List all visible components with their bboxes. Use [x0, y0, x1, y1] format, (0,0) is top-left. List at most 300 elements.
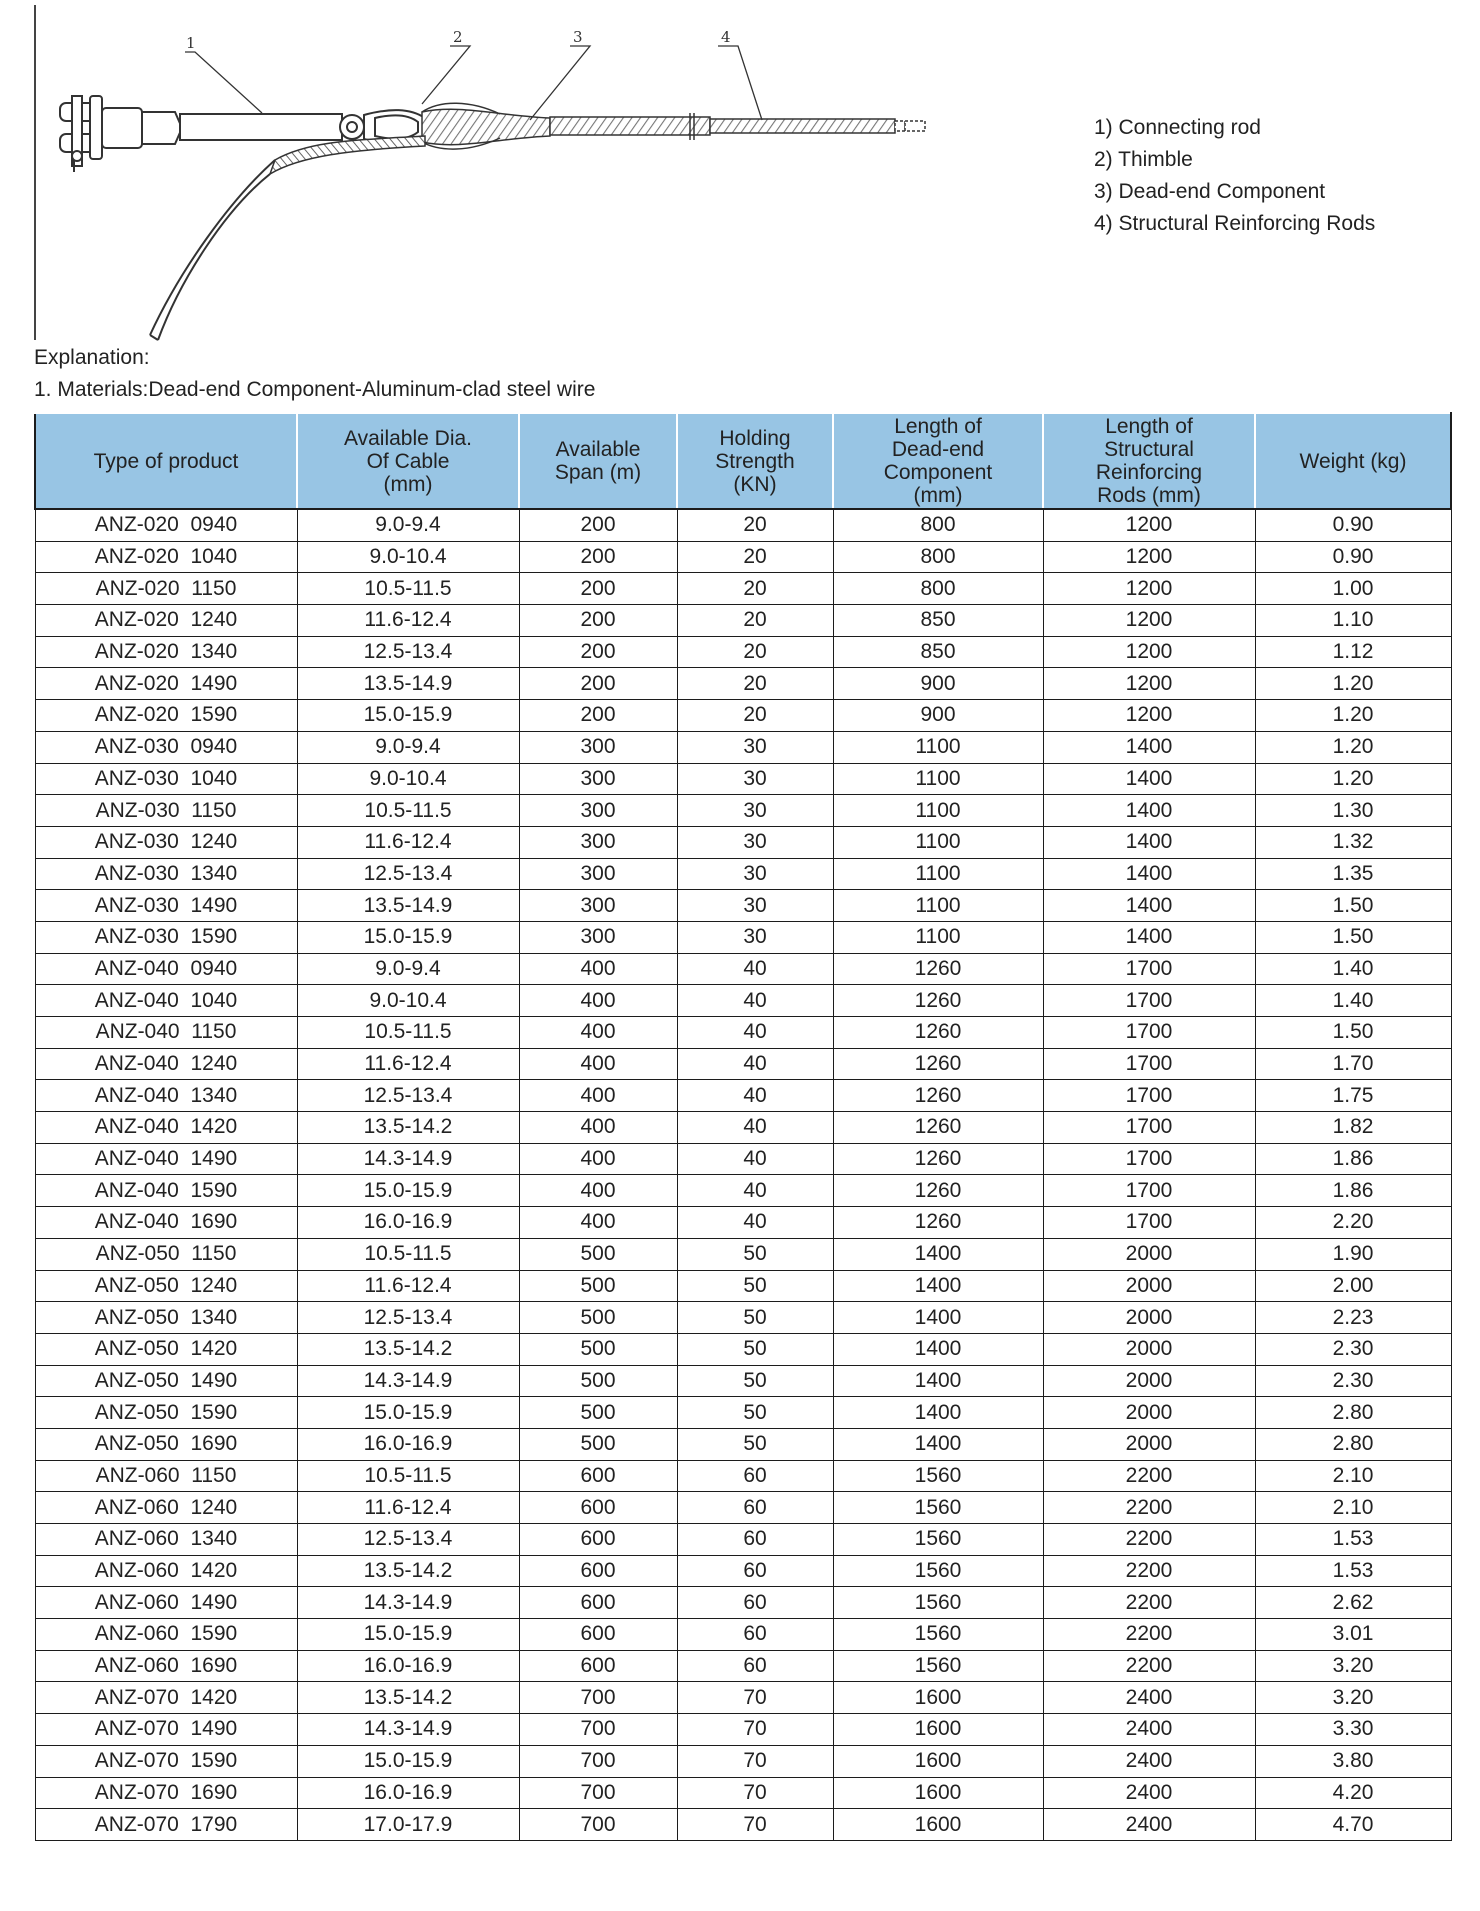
table-row [35, 509, 1451, 541]
cell-product-type: ANZ-050 1490 [35, 1365, 297, 1397]
cell-span: 300 [519, 890, 677, 922]
cell-rod-length: 2000 [1043, 1428, 1255, 1460]
cell-cable-diameter: 15.0-15.9 [297, 1619, 519, 1651]
cell-rod-length: 1700 [1043, 1080, 1255, 1112]
cell-rod-length: 2000 [1043, 1333, 1255, 1365]
cell-dead-end-length: 1400 [833, 1238, 1043, 1270]
header-weight: Weight (kg) [1255, 413, 1451, 509]
cell-rod-length: 1400 [1043, 795, 1255, 827]
cell-span: 200 [519, 509, 677, 541]
cell-cable-diameter: 14.3-14.9 [297, 1714, 519, 1746]
cell-holding-strength: 50 [677, 1365, 833, 1397]
cell-holding-strength: 20 [677, 541, 833, 573]
cell-span: 300 [519, 731, 677, 763]
cell-holding-strength: 50 [677, 1270, 833, 1302]
cell-holding-strength: 60 [677, 1650, 833, 1682]
table-row [35, 1080, 1451, 1112]
cell-holding-strength: 30 [677, 890, 833, 922]
cell-rod-length: 1200 [1043, 605, 1255, 637]
table-row [35, 1175, 1451, 1207]
cell-weight: 1.75 [1255, 1080, 1451, 1112]
cell-rod-length: 1700 [1043, 1207, 1255, 1239]
cell-weight: 1.82 [1255, 1112, 1451, 1144]
cell-dead-end-length: 1560 [833, 1650, 1043, 1682]
table-row [35, 1207, 1451, 1239]
cell-cable-diameter: 12.5-13.4 [297, 858, 519, 890]
cell-weight: 1.86 [1255, 1143, 1451, 1175]
cell-dead-end-length: 1260 [833, 1112, 1043, 1144]
cell-holding-strength: 60 [677, 1460, 833, 1492]
header-cable-diameter: Available Dia. Of Cable (mm) [297, 413, 519, 509]
cell-rod-length: 1700 [1043, 1048, 1255, 1080]
cell-cable-diameter: 10.5-11.5 [297, 1017, 519, 1049]
cell-rod-length: 2000 [1043, 1270, 1255, 1302]
cell-cable-diameter: 9.0-9.4 [297, 509, 519, 541]
cell-product-type: ANZ-040 1690 [35, 1207, 297, 1239]
cell-span: 700 [519, 1682, 677, 1714]
cell-cable-diameter: 16.0-16.9 [297, 1650, 519, 1682]
table-row [35, 1555, 1451, 1587]
cell-product-type: ANZ-050 1590 [35, 1397, 297, 1429]
table-row [35, 700, 1451, 732]
cell-holding-strength: 60 [677, 1492, 833, 1524]
table-row [35, 1143, 1451, 1175]
table-row [35, 1619, 1451, 1651]
cell-holding-strength: 70 [677, 1714, 833, 1746]
cell-span: 400 [519, 1112, 677, 1144]
cell-dead-end-length: 1100 [833, 763, 1043, 795]
table-row [35, 1714, 1451, 1746]
cell-span: 200 [519, 605, 677, 637]
cell-cable-diameter: 15.0-15.9 [297, 921, 519, 953]
cell-cable-diameter: 11.6-12.4 [297, 826, 519, 858]
cell-span: 500 [519, 1428, 677, 1460]
cell-product-type: ANZ-030 1590 [35, 921, 297, 953]
cell-cable-diameter: 17.0-17.9 [297, 1809, 519, 1841]
cell-holding-strength: 20 [677, 668, 833, 700]
cell-weight: 4.70 [1255, 1809, 1451, 1841]
cell-rod-length: 2200 [1043, 1460, 1255, 1492]
cell-cable-diameter: 9.0-10.4 [297, 763, 519, 795]
cell-product-type: ANZ-050 1690 [35, 1428, 297, 1460]
cell-span: 600 [519, 1460, 677, 1492]
cell-dead-end-length: 1600 [833, 1745, 1043, 1777]
cell-product-type: ANZ-060 1490 [35, 1587, 297, 1619]
cell-weight: 1.35 [1255, 858, 1451, 890]
cell-product-type: ANZ-040 1240 [35, 1048, 297, 1080]
cell-cable-diameter: 16.0-16.9 [297, 1207, 519, 1239]
cell-weight: 1.50 [1255, 921, 1451, 953]
cell-weight: 0.90 [1255, 509, 1451, 541]
cell-dead-end-length: 1560 [833, 1492, 1043, 1524]
cell-holding-strength: 30 [677, 921, 833, 953]
cell-product-type: ANZ-070 1590 [35, 1745, 297, 1777]
table-row [35, 1333, 1451, 1365]
cell-product-type: ANZ-020 1490 [35, 668, 297, 700]
cell-span: 700 [519, 1809, 677, 1841]
cell-product-type: ANZ-040 1340 [35, 1080, 297, 1112]
cell-weight: 3.20 [1255, 1650, 1451, 1682]
cell-cable-diameter: 12.5-13.4 [297, 636, 519, 668]
explanation-title: Explanation: [34, 346, 150, 369]
cell-cable-diameter: 12.5-13.4 [297, 1302, 519, 1334]
cell-dead-end-length: 1100 [833, 731, 1043, 763]
cell-dead-end-length: 1260 [833, 1175, 1043, 1207]
cell-weight: 2.10 [1255, 1492, 1451, 1524]
table-header-row [35, 413, 1451, 509]
cell-dead-end-length: 900 [833, 700, 1043, 732]
clevis-fitting [60, 96, 182, 172]
dead-end-component [422, 103, 550, 149]
table-row [35, 1270, 1451, 1302]
table-row [35, 1428, 1451, 1460]
diagram-legend [1094, 112, 1375, 240]
cell-rod-length: 1200 [1043, 509, 1255, 541]
header-dead-end-length: Length of Dead-end Component (mm) [833, 413, 1043, 509]
cell-rod-length: 2000 [1043, 1238, 1255, 1270]
cell-rod-length: 1700 [1043, 1143, 1255, 1175]
table-row [35, 1365, 1451, 1397]
table-row [35, 953, 1451, 985]
cell-rod-length: 2200 [1043, 1650, 1255, 1682]
cell-product-type: ANZ-030 0940 [35, 731, 297, 763]
cell-dead-end-length: 1400 [833, 1365, 1043, 1397]
cell-product-type: ANZ-060 1340 [35, 1524, 297, 1556]
cell-product-type: ANZ-020 1150 [35, 573, 297, 605]
table-row [35, 1017, 1451, 1049]
cell-rod-length: 1200 [1043, 541, 1255, 573]
cell-dead-end-length: 1100 [833, 858, 1043, 890]
cell-product-type: ANZ-040 1490 [35, 1143, 297, 1175]
table-row [35, 1682, 1451, 1714]
cell-cable-diameter: 10.5-11.5 [297, 795, 519, 827]
cell-weight: 2.20 [1255, 1207, 1451, 1239]
cell-dead-end-length: 800 [833, 509, 1043, 541]
table-row [35, 1460, 1451, 1492]
cell-holding-strength: 40 [677, 985, 833, 1017]
cell-weight: 1.20 [1255, 700, 1451, 732]
cell-holding-strength: 50 [677, 1333, 833, 1365]
cell-dead-end-length: 1100 [833, 890, 1043, 922]
cell-cable-diameter: 15.0-15.9 [297, 700, 519, 732]
cell-weight: 3.30 [1255, 1714, 1451, 1746]
product-spec-table [34, 412, 1452, 1841]
table-row [35, 921, 1451, 953]
cell-dead-end-length: 1560 [833, 1524, 1043, 1556]
cell-product-type: ANZ-040 1590 [35, 1175, 297, 1207]
cell-cable-diameter: 16.0-16.9 [297, 1428, 519, 1460]
cell-holding-strength: 40 [677, 953, 833, 985]
cell-cable-diameter: 13.5-14.9 [297, 668, 519, 700]
cell-weight: 2.80 [1255, 1397, 1451, 1429]
table-row [35, 1112, 1451, 1144]
table-row [35, 605, 1451, 637]
connecting-rod [180, 114, 342, 140]
cell-dead-end-length: 1400 [833, 1302, 1043, 1334]
cell-cable-diameter: 9.0-9.4 [297, 731, 519, 763]
table-row [35, 668, 1451, 700]
cell-rod-length: 2000 [1043, 1365, 1255, 1397]
cell-holding-strength: 20 [677, 636, 833, 668]
cell-weight: 2.23 [1255, 1302, 1451, 1334]
cell-span: 500 [519, 1333, 677, 1365]
cell-holding-strength: 30 [677, 731, 833, 763]
cell-cable-diameter: 11.6-12.4 [297, 1492, 519, 1524]
cell-product-type: ANZ-060 1590 [35, 1619, 297, 1651]
cell-span: 500 [519, 1238, 677, 1270]
table-row [35, 1650, 1451, 1682]
cell-weight: 1.12 [1255, 636, 1451, 668]
cell-rod-length: 2400 [1043, 1714, 1255, 1746]
cell-span: 500 [519, 1397, 677, 1429]
legend-item-thimble: 2) Thimble [1094, 148, 1193, 171]
cell-span: 300 [519, 795, 677, 827]
cell-weight: 1.00 [1255, 573, 1451, 605]
cell-weight: 3.80 [1255, 1745, 1451, 1777]
cell-cable-diameter: 16.0-16.9 [297, 1777, 519, 1809]
cell-rod-length: 1400 [1043, 890, 1255, 922]
table-row [35, 1302, 1451, 1334]
cell-rod-length: 2000 [1043, 1397, 1255, 1429]
cell-product-type: ANZ-040 1040 [35, 985, 297, 1017]
cell-span: 500 [519, 1302, 677, 1334]
cell-rod-length: 1200 [1043, 636, 1255, 668]
cell-span: 600 [519, 1524, 677, 1556]
cell-span: 200 [519, 700, 677, 732]
cell-cable-diameter: 13.5-14.2 [297, 1682, 519, 1714]
cell-weight: 1.20 [1255, 731, 1451, 763]
header-holding-strength: Holding Strength (KN) [677, 413, 833, 509]
cell-weight: 1.32 [1255, 826, 1451, 858]
cell-weight: 1.53 [1255, 1555, 1451, 1587]
cell-dead-end-length: 1560 [833, 1587, 1043, 1619]
callout-leaders [185, 46, 762, 120]
cell-weight: 1.70 [1255, 1048, 1451, 1080]
table-row [35, 1587, 1451, 1619]
cell-dead-end-length: 1560 [833, 1619, 1043, 1651]
cell-rod-length: 1700 [1043, 953, 1255, 985]
cell-cable-diameter: 11.6-12.4 [297, 1270, 519, 1302]
cell-holding-strength: 30 [677, 795, 833, 827]
cell-holding-strength: 30 [677, 763, 833, 795]
cell-weight: 1.90 [1255, 1238, 1451, 1270]
cell-span: 600 [519, 1587, 677, 1619]
cell-cable-diameter: 10.5-11.5 [297, 1460, 519, 1492]
cell-product-type: ANZ-030 1240 [35, 826, 297, 858]
cell-rod-length: 1700 [1043, 1017, 1255, 1049]
cell-holding-strength: 20 [677, 573, 833, 605]
cell-dead-end-length: 1600 [833, 1777, 1043, 1809]
cell-product-type: ANZ-060 1150 [35, 1460, 297, 1492]
cell-span: 300 [519, 763, 677, 795]
cell-weight: 2.00 [1255, 1270, 1451, 1302]
cell-product-type: ANZ-040 0940 [35, 953, 297, 985]
table-row [35, 636, 1451, 668]
cell-product-type: ANZ-060 1420 [35, 1555, 297, 1587]
cell-holding-strength: 60 [677, 1555, 833, 1587]
cell-cable-diameter: 9.0-10.4 [297, 541, 519, 573]
cell-product-type: ANZ-050 1340 [35, 1302, 297, 1334]
cell-span: 300 [519, 921, 677, 953]
table-row [35, 985, 1451, 1017]
cell-holding-strength: 40 [677, 1017, 833, 1049]
cell-rod-length: 2000 [1043, 1302, 1255, 1334]
cell-holding-strength: 20 [677, 700, 833, 732]
cell-cable-diameter: 12.5-13.4 [297, 1080, 519, 1112]
structural-reinforcing-rods [550, 113, 925, 140]
cell-dead-end-length: 850 [833, 636, 1043, 668]
cell-rod-length: 2200 [1043, 1492, 1255, 1524]
cell-product-type: ANZ-030 1040 [35, 763, 297, 795]
cell-span: 200 [519, 636, 677, 668]
cell-rod-length: 1700 [1043, 985, 1255, 1017]
cell-product-type: ANZ-020 1590 [35, 700, 297, 732]
table-row [35, 1809, 1451, 1841]
cell-dead-end-length: 1400 [833, 1333, 1043, 1365]
cell-rod-length: 1400 [1043, 826, 1255, 858]
cell-holding-strength: 60 [677, 1524, 833, 1556]
cell-product-type: ANZ-020 1040 [35, 541, 297, 573]
cell-rod-length: 1200 [1043, 700, 1255, 732]
table-row [35, 1238, 1451, 1270]
cell-product-type: ANZ-050 1150 [35, 1238, 297, 1270]
cell-dead-end-length: 1260 [833, 1017, 1043, 1049]
cell-cable-diameter: 13.5-14.9 [297, 890, 519, 922]
cell-holding-strength: 70 [677, 1809, 833, 1841]
cell-holding-strength: 40 [677, 1175, 833, 1207]
cell-weight: 1.20 [1255, 763, 1451, 795]
cell-rod-length: 2400 [1043, 1745, 1255, 1777]
cell-product-type: ANZ-060 1690 [35, 1650, 297, 1682]
cell-weight: 4.20 [1255, 1777, 1451, 1809]
cell-cable-diameter: 15.0-15.9 [297, 1397, 519, 1429]
table-body [35, 509, 1451, 1840]
cell-holding-strength: 50 [677, 1302, 833, 1334]
cell-dead-end-length: 800 [833, 573, 1043, 605]
cell-span: 400 [519, 953, 677, 985]
cell-weight: 1.53 [1255, 1524, 1451, 1556]
cell-cable-diameter: 13.5-14.2 [297, 1333, 519, 1365]
table-row [35, 763, 1451, 795]
cell-dead-end-length: 800 [833, 541, 1043, 573]
cell-dead-end-length: 1100 [833, 921, 1043, 953]
cell-dead-end-length: 1100 [833, 826, 1043, 858]
cell-weight: 2.10 [1255, 1460, 1451, 1492]
cell-rod-length: 1700 [1043, 1112, 1255, 1144]
table-row [35, 1524, 1451, 1556]
cell-product-type: ANZ-050 1240 [35, 1270, 297, 1302]
cell-rod-length: 1400 [1043, 731, 1255, 763]
cell-product-type: ANZ-030 1340 [35, 858, 297, 890]
cell-weight: 1.20 [1255, 668, 1451, 700]
cell-cable-diameter: 13.5-14.2 [297, 1555, 519, 1587]
cell-dead-end-length: 1400 [833, 1397, 1043, 1429]
cell-weight: 1.40 [1255, 953, 1451, 985]
cell-weight: 1.40 [1255, 985, 1451, 1017]
table-row [35, 1745, 1451, 1777]
cell-dead-end-length: 1560 [833, 1555, 1043, 1587]
cell-dead-end-length: 1260 [833, 985, 1043, 1017]
cell-span: 700 [519, 1745, 677, 1777]
cell-span: 400 [519, 1143, 677, 1175]
cell-weight: 1.50 [1255, 1017, 1451, 1049]
cell-holding-strength: 60 [677, 1619, 833, 1651]
cell-product-type: ANZ-060 1240 [35, 1492, 297, 1524]
legend-item-connecting-rod: 1) Connecting rod [1094, 116, 1261, 139]
table-row [35, 890, 1451, 922]
cell-holding-strength: 50 [677, 1238, 833, 1270]
cell-span: 200 [519, 668, 677, 700]
cell-holding-strength: 60 [677, 1587, 833, 1619]
legend-item-reinforcing-rods: 4) Structural Reinforcing Rods [1094, 212, 1376, 235]
cell-holding-strength: 70 [677, 1777, 833, 1809]
cell-span: 400 [519, 1048, 677, 1080]
cell-span: 400 [519, 985, 677, 1017]
cell-span: 400 [519, 1080, 677, 1112]
cell-holding-strength: 20 [677, 509, 833, 541]
table-row [35, 1777, 1451, 1809]
table-row [35, 541, 1451, 573]
table-row [35, 1492, 1451, 1524]
cell-cable-diameter: 9.0-9.4 [297, 953, 519, 985]
cell-rod-length: 1200 [1043, 668, 1255, 700]
cell-dead-end-length: 1400 [833, 1270, 1043, 1302]
explanation-materials: 1. Materials:Dead-end Component-Aluminum-clad steel wire [34, 378, 596, 401]
table-row [35, 858, 1451, 890]
cell-product-type: ANZ-070 1690 [35, 1777, 297, 1809]
cell-rod-length: 2400 [1043, 1777, 1255, 1809]
cell-weight: 3.20 [1255, 1682, 1451, 1714]
cell-dead-end-length: 1600 [833, 1714, 1043, 1746]
cell-cable-diameter: 12.5-13.4 [297, 1524, 519, 1556]
cell-dead-end-length: 1600 [833, 1809, 1043, 1841]
callout-2: 2 [453, 28, 463, 46]
cell-dead-end-length: 900 [833, 668, 1043, 700]
cell-weight: 2.30 [1255, 1365, 1451, 1397]
cell-product-type: ANZ-020 1240 [35, 605, 297, 637]
cell-cable-diameter: 11.6-12.4 [297, 1048, 519, 1080]
cell-dead-end-length: 1560 [833, 1460, 1043, 1492]
table-row [35, 795, 1451, 827]
cell-dead-end-length: 1100 [833, 795, 1043, 827]
cell-rod-length: 1200 [1043, 573, 1255, 605]
cell-rod-length: 1700 [1043, 1175, 1255, 1207]
cell-span: 600 [519, 1619, 677, 1651]
cell-dead-end-length: 1260 [833, 1143, 1043, 1175]
cell-cable-diameter: 10.5-11.5 [297, 573, 519, 605]
cell-rod-length: 1400 [1043, 763, 1255, 795]
cell-cable-diameter: 11.6-12.4 [297, 605, 519, 637]
table-row [35, 826, 1451, 858]
legend-item-dead-end-component: 3) Dead-end Component [1094, 180, 1326, 203]
cell-span: 600 [519, 1492, 677, 1524]
cell-holding-strength: 30 [677, 826, 833, 858]
cell-cable-diameter: 13.5-14.2 [297, 1112, 519, 1144]
cell-dead-end-length: 1260 [833, 1048, 1043, 1080]
cell-span: 400 [519, 1017, 677, 1049]
cable-tail [150, 136, 425, 340]
cell-cable-diameter: 9.0-10.4 [297, 985, 519, 1017]
cell-holding-strength: 50 [677, 1397, 833, 1429]
cell-product-type: ANZ-020 1340 [35, 636, 297, 668]
cell-span: 300 [519, 826, 677, 858]
cell-product-type: ANZ-070 1420 [35, 1682, 297, 1714]
cell-holding-strength: 70 [677, 1682, 833, 1714]
cell-product-type: ANZ-040 1150 [35, 1017, 297, 1049]
cell-weight: 2.62 [1255, 1587, 1451, 1619]
cell-span: 700 [519, 1777, 677, 1809]
callout-numbers [186, 28, 731, 52]
